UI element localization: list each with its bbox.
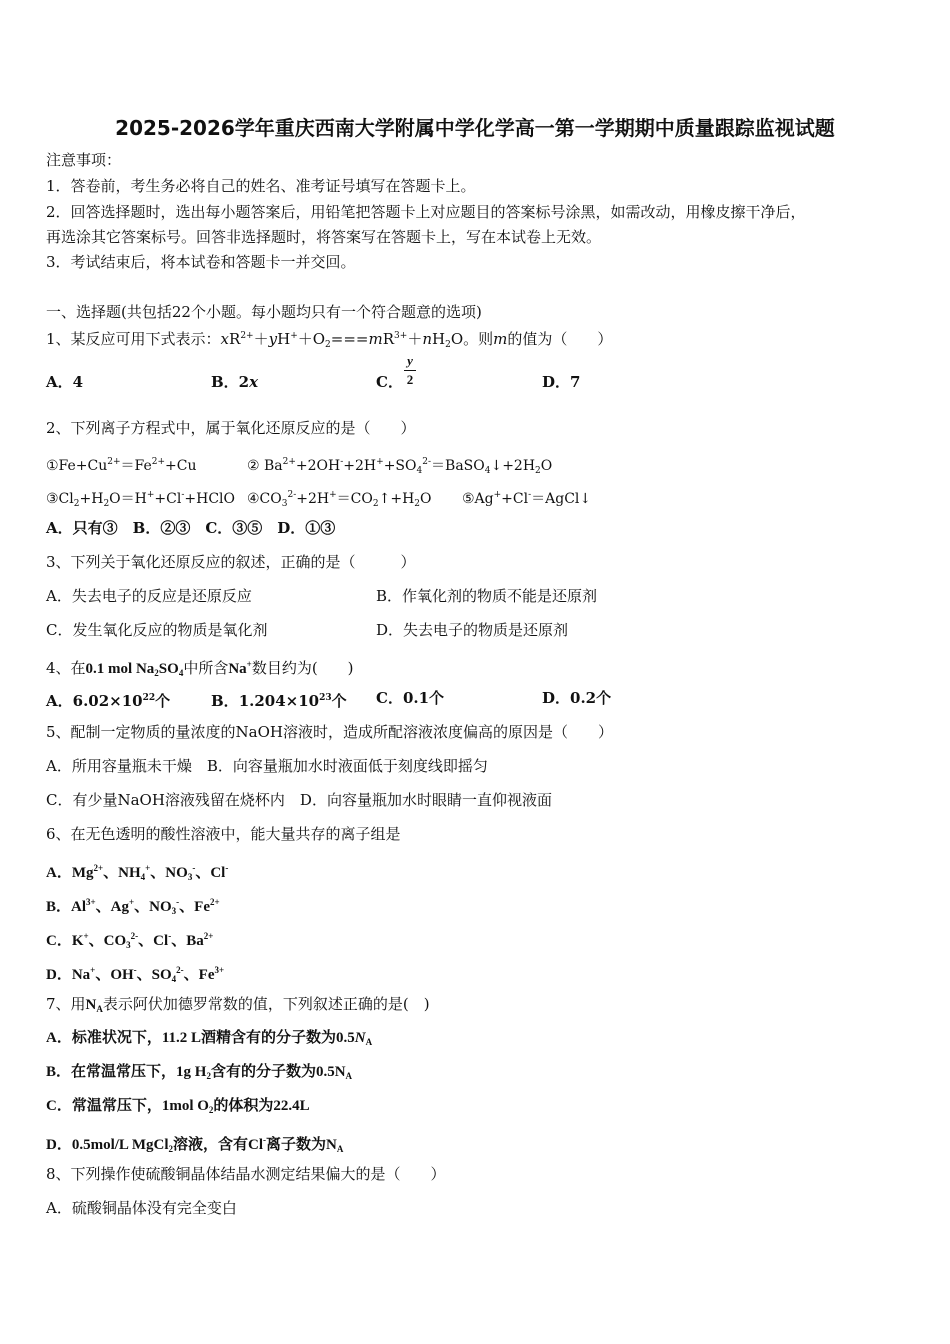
notice-heading: 注意事项： bbox=[46, 151, 122, 169]
equation-5: ⑤Ag++Cl-＝AgCl↓ bbox=[462, 490, 592, 507]
option-d: D．0.5mol/L MgCl$_2$溶液，含有Cl-离子数为$N_A$ bbox=[46, 1135, 344, 1154]
option-c: C．常温常压下，1mol $O_2$的体积为22.4L bbox=[46, 1098, 310, 1115]
option-c: C．0.1个 bbox=[376, 689, 445, 707]
option-a: A．硫酸铜晶体没有完全变白 bbox=[46, 1199, 237, 1217]
option-d: D．Na+、OH-、$SO_4^{2-}$、$Fe^{3+}$ bbox=[46, 965, 225, 984]
option-a: A．$Mg^{2+}$、$NH_4^+$、$NO_3^-$、Cl- bbox=[46, 863, 229, 882]
question-2-options: A．只有③ B．②③ C．③⑤ D．①③ bbox=[46, 519, 336, 537]
notice-item: 再选涂其它答案标号。回答非选择题时，将答案写在答题卡上，写在本试卷上无效。 bbox=[46, 228, 602, 246]
option-a: A．4 bbox=[46, 373, 84, 391]
question-7: 7、用$N_A$表示阿伏加德罗常数的值，下列叙述正确的是( ) bbox=[46, 995, 430, 1014]
option-b: B．在常温常压下，1g $H_2$含有的分子数为$0.5N_A$ bbox=[46, 1064, 353, 1081]
option-b: B．作氧化剂的物质不能是还原剂 bbox=[376, 587, 598, 605]
option-b: B．$Al^{3+}$、Ag+、$NO_3^-$、$Fe^{2+}$ bbox=[46, 897, 220, 916]
option-c: C．K+、$CO_3^{2-}$、Cl-、$Ba^{2+}$ bbox=[46, 931, 214, 950]
notice-item: 1．答卷前，考生务必将自己的姓名、准考证号填写在答题卡上。 bbox=[46, 177, 476, 195]
option-d: D．失去电子的物质是还原剂 bbox=[376, 621, 569, 639]
equation-3: $③Cl_2+H_2O=H^++Cl^-+HClO$ bbox=[46, 490, 235, 509]
page-title: 2025-2026学年重庆西南大学附属中学化学高一第一学期期中质量跟踪监视试题 bbox=[115, 116, 835, 140]
question-5-options-ab: A．所用容量瓶未干燥 B．向容量瓶加水时液面低于刻度线即摇匀 bbox=[46, 757, 488, 775]
question-5: 5、配制一定物质的量浓度的NaOH溶液时，造成所配溶液浓度偏高的原因是（ ） bbox=[46, 723, 613, 741]
notice-item: 3．考试结束后，将本试卷和答题卡一并交回。 bbox=[46, 253, 356, 271]
question-8: 8、下列操作使硫酸铜晶体结晶水测定结果偏大的是（ ） bbox=[46, 1165, 446, 1183]
equation-2: ② $Ba^{2+}+2OH^-+2H^++SO_4^{2-}=BaSO_4↓+2H_2O$ bbox=[247, 457, 553, 476]
question-3: 3、下列关于氧化还原反应的叙述，正确的是（ ） bbox=[46, 553, 416, 571]
option-a: A．$6.02\times 10^{22}$个 bbox=[46, 692, 171, 710]
option-a: A．失去电子的反应是还原反应 bbox=[46, 587, 252, 605]
option-d: D．0.2个 bbox=[542, 689, 612, 707]
option-c: C． bbox=[376, 373, 403, 391]
section-heading: 一、选择题(共包括22个小题。每小题均只有一个符合题意的选项) bbox=[46, 303, 482, 321]
question-4: 4、在0.1 mol $Na_2SO_4$中所含Na+数目约为( ) bbox=[46, 659, 354, 678]
question-6: 6、在无色透明的酸性溶液中，能大量共存的离子组是 bbox=[46, 825, 401, 843]
question-5-options-cd: C．有少量NaOH溶液残留在烧杯内 D．向容量瓶加水时眼睛一直仰视液面 bbox=[46, 791, 552, 809]
question-2: 2、下列离子方程式中，属于氧化还原反应的是（ ） bbox=[46, 419, 416, 437]
equation-4: $④CO_3^{2-}+2H^+=CO_2↑+H_2O$ bbox=[247, 490, 432, 509]
fraction-y-over-2: y 2 bbox=[404, 353, 416, 388]
equation-1: $①Fe+Cu^{2+}=Fe^{2+}+Cu$ bbox=[46, 457, 197, 474]
option-c: C．发生氧化反应的物质是氧化剂 bbox=[46, 621, 268, 639]
notice-item: 2．回答选择题时，选出每小题答案后，用铅笔把答题卡上对应题目的答案标号涂黑，如需改动，用橡皮擦干净后， bbox=[46, 203, 806, 221]
option-b: B．$1.204\times 10^{23}$个 bbox=[211, 692, 347, 710]
question-1: 1、某反应可用下式表示：$xR^{2+}+yH^++O_2===mR^{3+}+nH_2O$。则m的值为（ ） bbox=[46, 330, 613, 350]
option-a: A．标准状况下，11.2 L酒精含有的分子数为$0.5N_A$ bbox=[46, 1030, 373, 1047]
option-d: D．7 bbox=[542, 373, 581, 391]
option-b: B．2x bbox=[211, 373, 259, 391]
